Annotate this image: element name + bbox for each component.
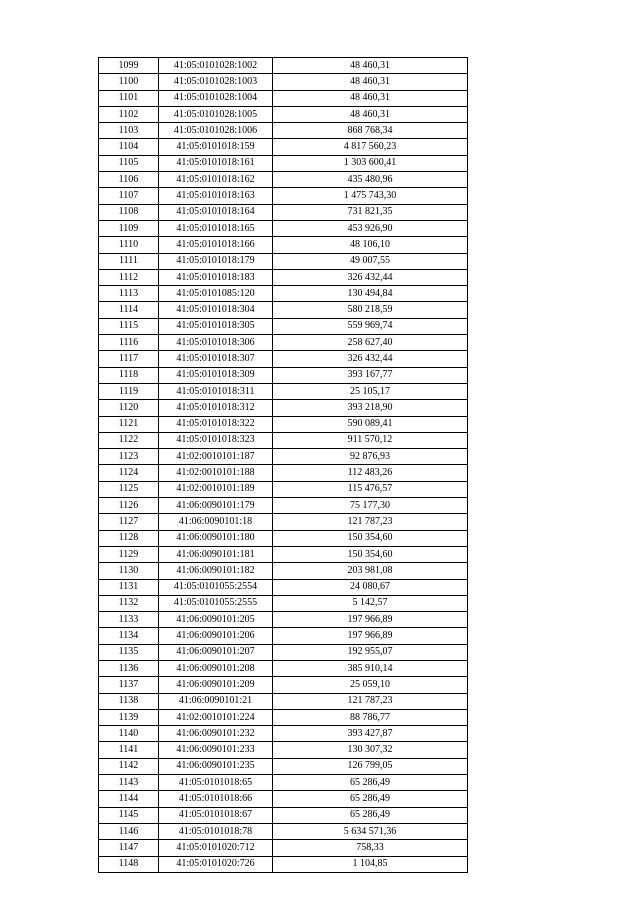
table-row <box>99 563 468 579</box>
cadastral-value-cell: 868 768,34 <box>273 123 468 139</box>
table-row <box>99 709 468 725</box>
table-row <box>99 628 468 644</box>
cadastral-value-cell: 580 218,59 <box>273 302 468 318</box>
row-number-cell: 1124 <box>99 465 159 481</box>
cadastral-number-cell: 41:05:0101018:162 <box>159 172 273 188</box>
cadastral-value-cell: 453 926,90 <box>273 220 468 236</box>
cadastral-number-cell: 41:05:0101018:78 <box>159 823 273 839</box>
cadastral-value-cell: 49 007,55 <box>273 253 468 269</box>
cadastral-number-cell: 41:02:0010101:224 <box>159 709 273 725</box>
table-row <box>99 58 468 74</box>
table-body <box>99 58 468 873</box>
row-number-cell: 1105 <box>99 155 159 171</box>
row-number-cell: 1133 <box>99 612 159 628</box>
cadastral-number-cell: 41:05:0101018:159 <box>159 139 273 155</box>
row-number-cell: 1113 <box>99 286 159 302</box>
row-number-cell: 1143 <box>99 775 159 791</box>
cadastral-value-cell: 150 354,60 <box>273 530 468 546</box>
row-number-cell: 1112 <box>99 269 159 285</box>
cadastral-value-cell: 435 480,96 <box>273 172 468 188</box>
table-row <box>99 693 468 709</box>
cadastral-number-cell: 41:05:0101028:1006 <box>159 123 273 139</box>
cadastral-value-cell: 65 286,49 <box>273 775 468 791</box>
table-row <box>99 726 468 742</box>
table-row <box>99 335 468 351</box>
table-row <box>99 106 468 122</box>
cadastral-value-cell: 48 106,10 <box>273 237 468 253</box>
table-row <box>99 660 468 676</box>
cadastral-value-cell: 559 969,74 <box>273 318 468 334</box>
row-number-cell: 1145 <box>99 807 159 823</box>
row-number-cell: 1116 <box>99 335 159 351</box>
cadastral-value-cell: 121 787,23 <box>273 514 468 530</box>
cadastral-number-cell: 41:06:0090101:232 <box>159 726 273 742</box>
cadastral-number-cell: 41:05:0101055:2555 <box>159 595 273 611</box>
cadastral-number-cell: 41:06:0090101:182 <box>159 563 273 579</box>
row-number-cell: 1147 <box>99 840 159 856</box>
cadastral-value-cell: 65 286,49 <box>273 791 468 807</box>
table-row <box>99 269 468 285</box>
row-number-cell: 1117 <box>99 351 159 367</box>
cadastral-value-cell: 393 427,87 <box>273 726 468 742</box>
table-row <box>99 823 468 839</box>
cadastral-number-cell: 41:02:0010101:189 <box>159 481 273 497</box>
cadastral-value-cell: 92 876,93 <box>273 449 468 465</box>
row-number-cell: 1104 <box>99 139 159 155</box>
row-number-cell: 1123 <box>99 449 159 465</box>
cadastral-value-cell: 150 354,60 <box>273 546 468 562</box>
row-number-cell: 1122 <box>99 432 159 448</box>
row-number-cell: 1142 <box>99 758 159 774</box>
cadastral-value-cell: 88 786,77 <box>273 709 468 725</box>
row-number-cell: 1121 <box>99 416 159 432</box>
table-row <box>99 481 468 497</box>
cadastral-number-cell: 41:06:0090101:206 <box>159 628 273 644</box>
table-row <box>99 514 468 530</box>
cadastral-value-cell: 65 286,49 <box>273 807 468 823</box>
row-number-cell: 1101 <box>99 90 159 106</box>
table-row <box>99 253 468 269</box>
cadastral-number-cell: 41:06:0090101:235 <box>159 758 273 774</box>
table-row <box>99 807 468 823</box>
cadastral-number-cell: 41:05:0101018:323 <box>159 432 273 448</box>
table-row <box>99 220 468 236</box>
cadastral-number-cell: 41:05:0101055:2554 <box>159 579 273 595</box>
cadastral-number-cell: 41:05:0101028:1002 <box>159 58 273 74</box>
cadastral-number-cell: 41:05:0101018:164 <box>159 204 273 220</box>
cadastral-value-cell: 126 799,05 <box>273 758 468 774</box>
row-number-cell: 1128 <box>99 530 159 546</box>
table-row <box>99 400 468 416</box>
cadastral-value-cell: 326 432,44 <box>273 269 468 285</box>
cadastral-number-cell: 41:05:0101018:305 <box>159 318 273 334</box>
cadastral-value-cell: 1 475 743,30 <box>273 188 468 204</box>
table-row <box>99 644 468 660</box>
cadastral-value-cell: 192 955,07 <box>273 644 468 660</box>
row-number-cell: 1118 <box>99 367 159 383</box>
row-number-cell: 1111 <box>99 253 159 269</box>
cadastral-number-cell: 41:05:0101028:1005 <box>159 106 273 122</box>
cadastral-value-cell: 731 821,35 <box>273 204 468 220</box>
table-row <box>99 351 468 367</box>
table-row <box>99 856 468 872</box>
cadastral-value-cell: 258 627,40 <box>273 335 468 351</box>
cadastral-value-cell: 758,33 <box>273 840 468 856</box>
table-row <box>99 188 468 204</box>
cadastral-value-cell: 5 634 571,36 <box>273 823 468 839</box>
cadastral-number-cell: 41:06:0090101:180 <box>159 530 273 546</box>
row-number-cell: 1107 <box>99 188 159 204</box>
cadastral-number-cell: 41:02:0010101:188 <box>159 465 273 481</box>
table-row <box>99 612 468 628</box>
row-number-cell: 1130 <box>99 563 159 579</box>
cadastral-value-cell: 75 177,30 <box>273 498 468 514</box>
row-number-cell: 1131 <box>99 579 159 595</box>
row-number-cell: 1127 <box>99 514 159 530</box>
cadastral-number-cell: 41:05:0101018:322 <box>159 416 273 432</box>
cadastral-number-cell: 41:05:0101028:1003 <box>159 74 273 90</box>
table-row <box>99 383 468 399</box>
cadastral-value-cell: 1 303 600,41 <box>273 155 468 171</box>
table-row <box>99 286 468 302</box>
row-number-cell: 1146 <box>99 823 159 839</box>
cadastral-number-cell: 41:05:0101018:65 <box>159 775 273 791</box>
row-number-cell: 1114 <box>99 302 159 318</box>
table-row <box>99 775 468 791</box>
cadastral-number-cell: 41:06:0090101:205 <box>159 612 273 628</box>
row-number-cell: 1103 <box>99 123 159 139</box>
cadastral-value-cell: 25 059,10 <box>273 677 468 693</box>
row-number-cell: 1109 <box>99 220 159 236</box>
table-row <box>99 155 468 171</box>
cadastral-number-cell: 41:06:0090101:18 <box>159 514 273 530</box>
cadastral-number-cell: 41:05:0101018:66 <box>159 791 273 807</box>
cadastral-value-cell: 115 476,57 <box>273 481 468 497</box>
cadastral-value-cell: 48 460,31 <box>273 90 468 106</box>
row-number-cell: 1108 <box>99 204 159 220</box>
row-number-cell: 1135 <box>99 644 159 660</box>
cadastral-value-cell: 48 460,31 <box>273 74 468 90</box>
cadastral-number-cell: 41:05:0101018:161 <box>159 155 273 171</box>
table-row <box>99 139 468 155</box>
table-row <box>99 74 468 90</box>
cadastral-value-cell: 1 104,85 <box>273 856 468 872</box>
cadastral-number-cell: 41:05:0101018:312 <box>159 400 273 416</box>
cadastral-value-cell: 197 966,89 <box>273 612 468 628</box>
cadastral-number-cell: 41:05:0101018:165 <box>159 220 273 236</box>
cadastral-value-cell: 4 817 560,23 <box>273 139 468 155</box>
cadastral-value-cell: 112 483,26 <box>273 465 468 481</box>
table-row <box>99 677 468 693</box>
table-row <box>99 449 468 465</box>
row-number-cell: 1138 <box>99 693 159 709</box>
cadastral-value-cell: 203 981,08 <box>273 563 468 579</box>
table-row <box>99 204 468 220</box>
cadastral-number-cell: 41:05:0101018:67 <box>159 807 273 823</box>
cadastral-value-cell: 385 910,14 <box>273 660 468 676</box>
cadastral-value-table <box>98 57 468 873</box>
row-number-cell: 1144 <box>99 791 159 807</box>
row-number-cell: 1134 <box>99 628 159 644</box>
row-number-cell: 1110 <box>99 237 159 253</box>
cadastral-number-cell: 41:05:0101018:163 <box>159 188 273 204</box>
cadastral-number-cell: 41:02:0010101:187 <box>159 449 273 465</box>
table-row <box>99 465 468 481</box>
cadastral-number-cell: 41:05:0101018:183 <box>159 269 273 285</box>
table-row <box>99 318 468 334</box>
cadastral-value-cell: 130 307,32 <box>273 742 468 758</box>
row-number-cell: 1137 <box>99 677 159 693</box>
cadastral-number-cell: 41:06:0090101:207 <box>159 644 273 660</box>
table-row <box>99 416 468 432</box>
table-row <box>99 123 468 139</box>
cadastral-number-cell: 41:05:0101018:311 <box>159 383 273 399</box>
cadastral-value-cell: 24 080,67 <box>273 579 468 595</box>
row-number-cell: 1129 <box>99 546 159 562</box>
row-number-cell: 1136 <box>99 660 159 676</box>
cadastral-value-cell: 911 570,12 <box>273 432 468 448</box>
cadastral-number-cell: 41:05:0101020:712 <box>159 840 273 856</box>
table-row <box>99 530 468 546</box>
row-number-cell: 1102 <box>99 106 159 122</box>
row-number-cell: 1141 <box>99 742 159 758</box>
table-row <box>99 579 468 595</box>
cadastral-value-cell: 326 432,44 <box>273 351 468 367</box>
cadastral-number-cell: 41:06:0090101:209 <box>159 677 273 693</box>
cadastral-value-cell: 197 966,89 <box>273 628 468 644</box>
cadastral-number-cell: 41:05:0101018:307 <box>159 351 273 367</box>
cadastral-value-cell: 393 167,77 <box>273 367 468 383</box>
row-number-cell: 1120 <box>99 400 159 416</box>
cadastral-number-cell: 41:05:0101018:309 <box>159 367 273 383</box>
cadastral-number-cell: 41:05:0101018:166 <box>159 237 273 253</box>
row-number-cell: 1100 <box>99 74 159 90</box>
cadastral-number-cell: 41:05:0101018:306 <box>159 335 273 351</box>
row-number-cell: 1139 <box>99 709 159 725</box>
table-row <box>99 742 468 758</box>
cadastral-value-cell: 48 460,31 <box>273 106 468 122</box>
table-row <box>99 546 468 562</box>
cadastral-value-cell: 25 105,17 <box>273 383 468 399</box>
cadastral-number-cell: 41:05:0101028:1004 <box>159 90 273 106</box>
table-row <box>99 498 468 514</box>
cadastral-value-cell: 393 218,90 <box>273 400 468 416</box>
cadastral-number-cell: 41:05:0101018:179 <box>159 253 273 269</box>
cadastral-number-cell: 41:06:0090101:21 <box>159 693 273 709</box>
table-row <box>99 791 468 807</box>
table-row <box>99 758 468 774</box>
row-number-cell: 1099 <box>99 58 159 74</box>
table-row <box>99 367 468 383</box>
table-row <box>99 840 468 856</box>
row-number-cell: 1140 <box>99 726 159 742</box>
cadastral-number-cell: 41:06:0090101:233 <box>159 742 273 758</box>
table-row <box>99 172 468 188</box>
cadastral-value-cell: 48 460,31 <box>273 58 468 74</box>
row-number-cell: 1106 <box>99 172 159 188</box>
cadastral-number-cell: 41:05:0101018:304 <box>159 302 273 318</box>
cadastral-number-cell: 41:05:0101020:726 <box>159 856 273 872</box>
cadastral-value-cell: 590 089,41 <box>273 416 468 432</box>
table-row <box>99 432 468 448</box>
cadastral-value-cell: 121 787,23 <box>273 693 468 709</box>
cadastral-number-cell: 41:06:0090101:181 <box>159 546 273 562</box>
cadastral-value-cell: 130 494,84 <box>273 286 468 302</box>
cadastral-number-cell: 41:05:0101085:120 <box>159 286 273 302</box>
row-number-cell: 1132 <box>99 595 159 611</box>
table-row <box>99 237 468 253</box>
table-row <box>99 302 468 318</box>
row-number-cell: 1125 <box>99 481 159 497</box>
table-row <box>99 90 468 106</box>
table-row <box>99 595 468 611</box>
cadastral-number-cell: 41:06:0090101:208 <box>159 660 273 676</box>
cadastral-number-cell: 41:06:0090101:179 <box>159 498 273 514</box>
cadastral-value-cell: 5 142,57 <box>273 595 468 611</box>
row-number-cell: 1115 <box>99 318 159 334</box>
row-number-cell: 1148 <box>99 856 159 872</box>
row-number-cell: 1126 <box>99 498 159 514</box>
row-number-cell: 1119 <box>99 383 159 399</box>
